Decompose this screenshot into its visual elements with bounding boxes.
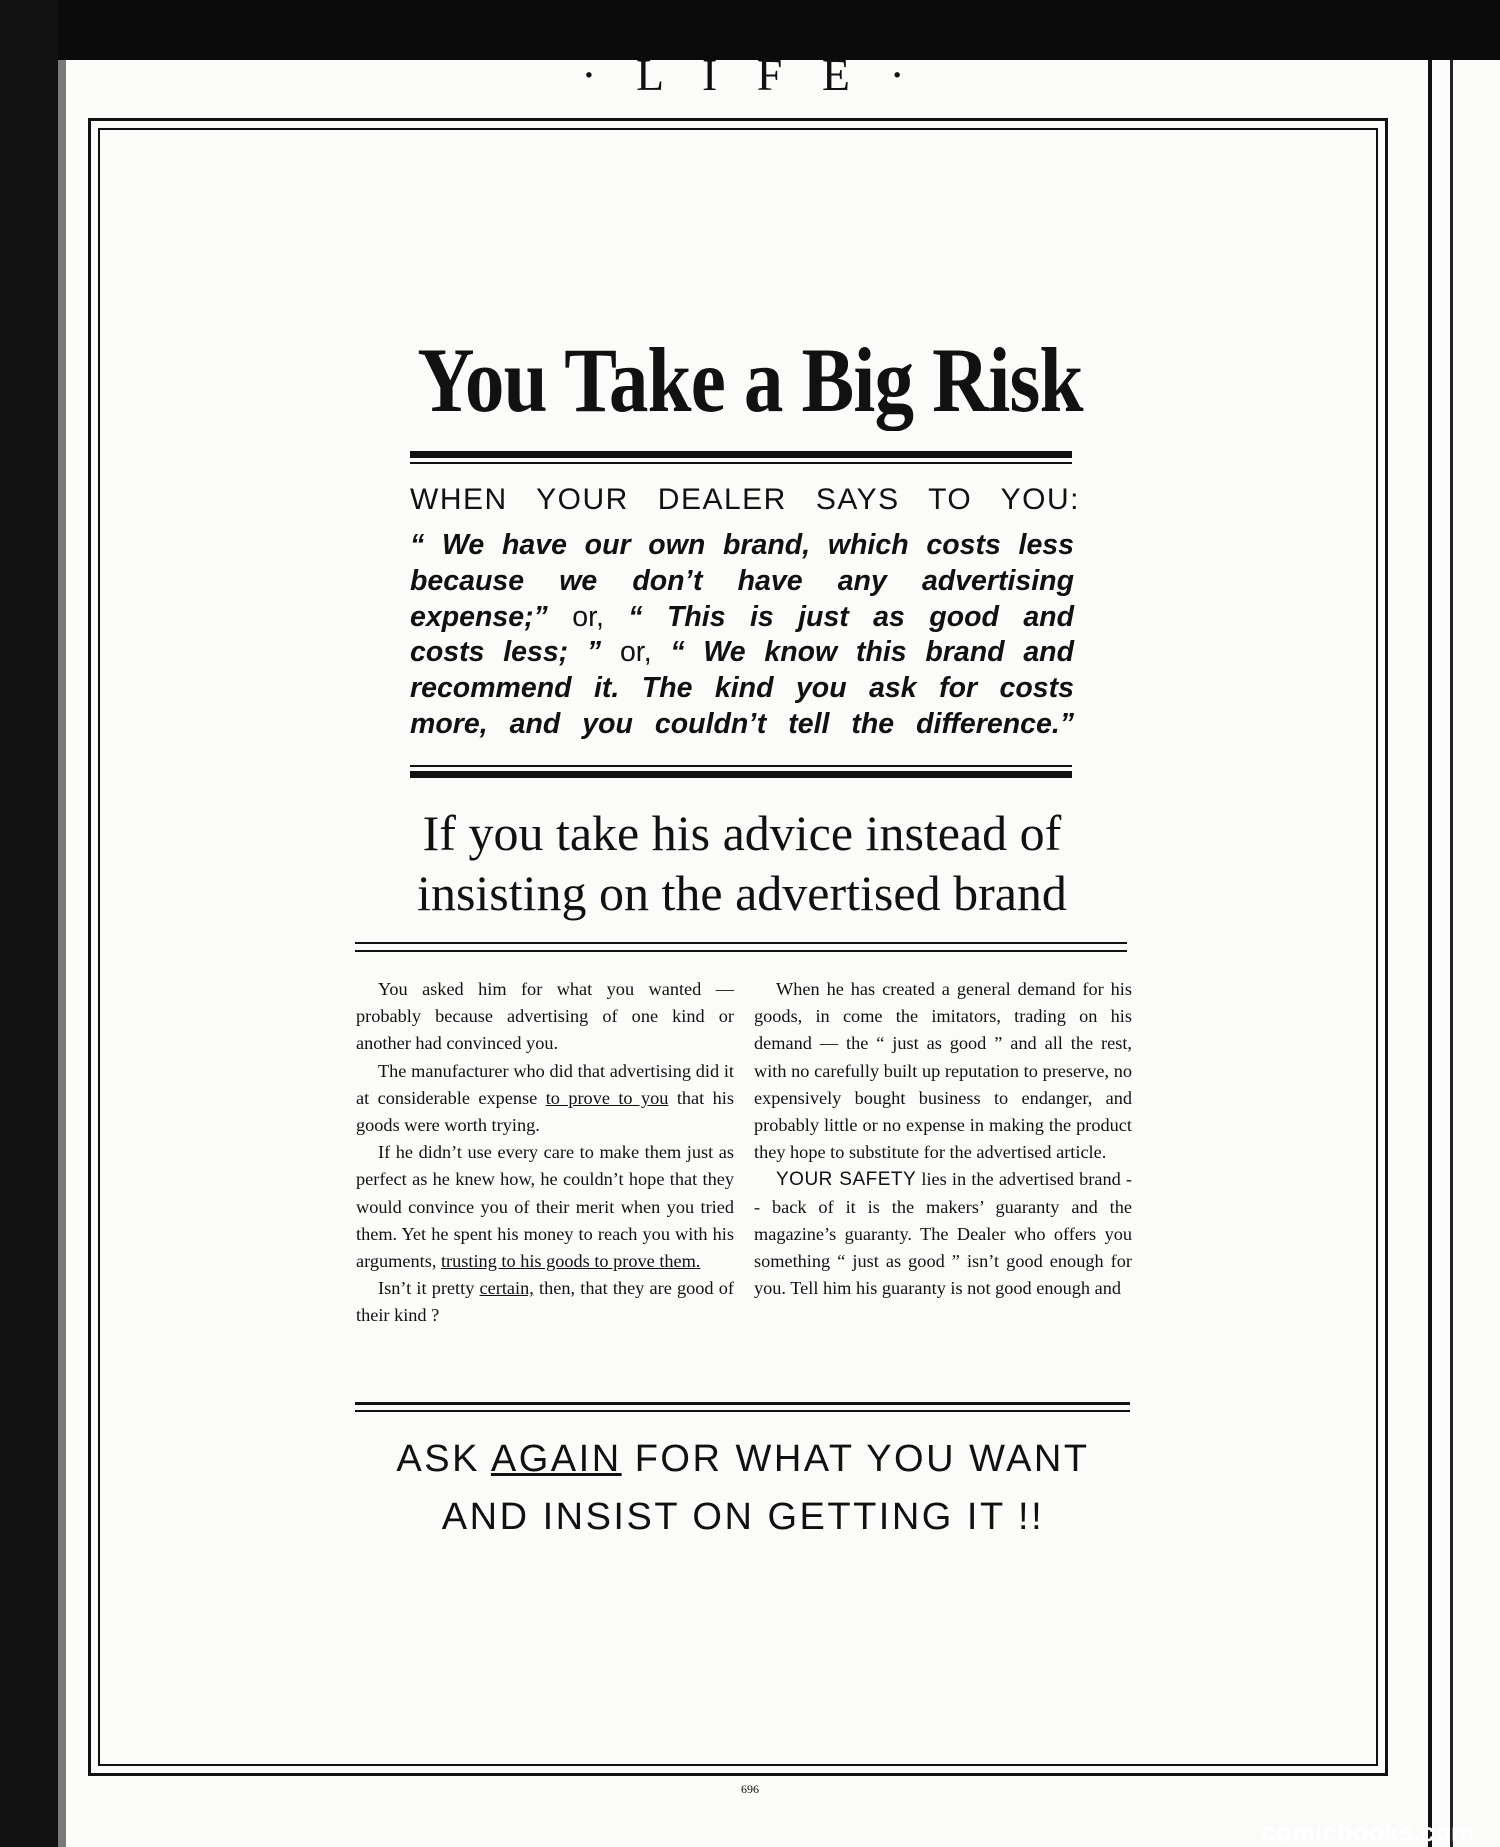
paragraph: You asked him for what you wanted — probably because advertising of one kind or another had convinced you. [356, 979, 734, 1054]
quote-rule-thick [410, 771, 1072, 778]
scan-border-left [0, 0, 58, 1847]
quote-line: more, and you couldn’t tell the difference.” [410, 707, 1074, 740]
quote-line: because we don’t have any advertising [410, 564, 1074, 597]
quote-line [410, 635, 1074, 671]
paragraph [356, 1058, 734, 1140]
columns-rule-top [355, 950, 1127, 952]
columns-rule-top [355, 942, 1127, 944]
quote-line: “ We have our own brand, which costs less [410, 529, 1074, 561]
subhead-line: If you take his advice instead of [422, 805, 1062, 861]
right-column [754, 976, 1132, 1302]
closing-line: AND INSIST ON GETTING IT !! [441, 1496, 1045, 1538]
paragraph-text: lies in the advertised brand -- back of it is the makers’ guaranty and the magazine’s guaranty. The Dealer who offers you something “ just as good ” isn’t good enough for you. Tell him his guaranty is not good enough and [754, 1169, 1133, 1299]
paragraph-text: Isn’t it pretty [378, 1278, 480, 1299]
quote-text: “ We know this brand and [651, 636, 1074, 669]
subhead [342, 803, 1142, 923]
quote-text: costs less; ” [410, 636, 620, 669]
closing-emphasis: AGAIN [490, 1438, 622, 1480]
headline-rule-thick [410, 451, 1072, 458]
closing-text: FOR WHAT YOU WANT [621, 1438, 1090, 1480]
underlined-text: trusting to his goods to prove them. [440, 1251, 701, 1272]
page-gutter-shadow [58, 60, 66, 1847]
headline-rule-thin [410, 462, 1072, 464]
closing-line [358, 1430, 1128, 1488]
closing-callout [358, 1430, 1128, 1546]
adjacent-page-rule [1450, 60, 1453, 1847]
underlined-text: certain, [479, 1278, 534, 1299]
paragraph-text: The manufacturer who did that advertising did it at considerable expense [356, 1060, 734, 1108]
underlined-text: to prove to you [545, 1087, 669, 1108]
paragraph-text: that his goods were worth trying. [356, 1087, 734, 1136]
quote-line: recommend it. The kind you ask for costs [410, 672, 1074, 705]
quote-text: expense;” [410, 600, 573, 633]
quote-line [410, 600, 1074, 636]
quote-or: or, [619, 636, 652, 669]
closing-text: ASK [396, 1438, 491, 1480]
left-column [356, 976, 734, 1330]
quote-text: “ This is just as good and [603, 600, 1074, 633]
paragraph-text: then, that they are good of their kind ? [356, 1278, 734, 1326]
paragraph-caps: YOUR SAFETY [776, 1169, 917, 1191]
columns-rule-bottom [355, 1402, 1130, 1405]
running-head: · L I F E · [581, 49, 919, 100]
quote-rule-thin [410, 765, 1072, 767]
paragraph: When he has created a general demand for his goods, in come the imitators, trading on his demand — the “ just as good ” and all the rest, with no carefully built up reputation to preserve, no expensively bought business to endanger, and probably little or no expense in making the product they hope to substitute for the advertised article. [754, 979, 1132, 1163]
paragraph [754, 1166, 1132, 1302]
paragraph [356, 1139, 734, 1275]
dealer-label: WHEN YOUR DEALER SAYS TO YOU: [410, 483, 1080, 516]
page-number: 696 [741, 1782, 759, 1796]
adjacent-page-edge [1428, 60, 1500, 1847]
subhead-line: insisting on the advertised brand [417, 865, 1067, 921]
paragraph-text: If he didn’t use every care to make them just as perfect as he knew how, he couldn’t hope that they would convince you of their merit when you tried them. Yet he spent his money to reach you with his arguments, [356, 1142, 734, 1272]
dealer-quote [410, 528, 1074, 743]
headline: You Take a Big Risk [417, 329, 1083, 431]
watermark: comicbooks.com [1261, 1817, 1474, 1847]
columns-rule-bottom [355, 1410, 1130, 1412]
paragraph [356, 1275, 734, 1329]
quote-or: or, [572, 600, 604, 633]
